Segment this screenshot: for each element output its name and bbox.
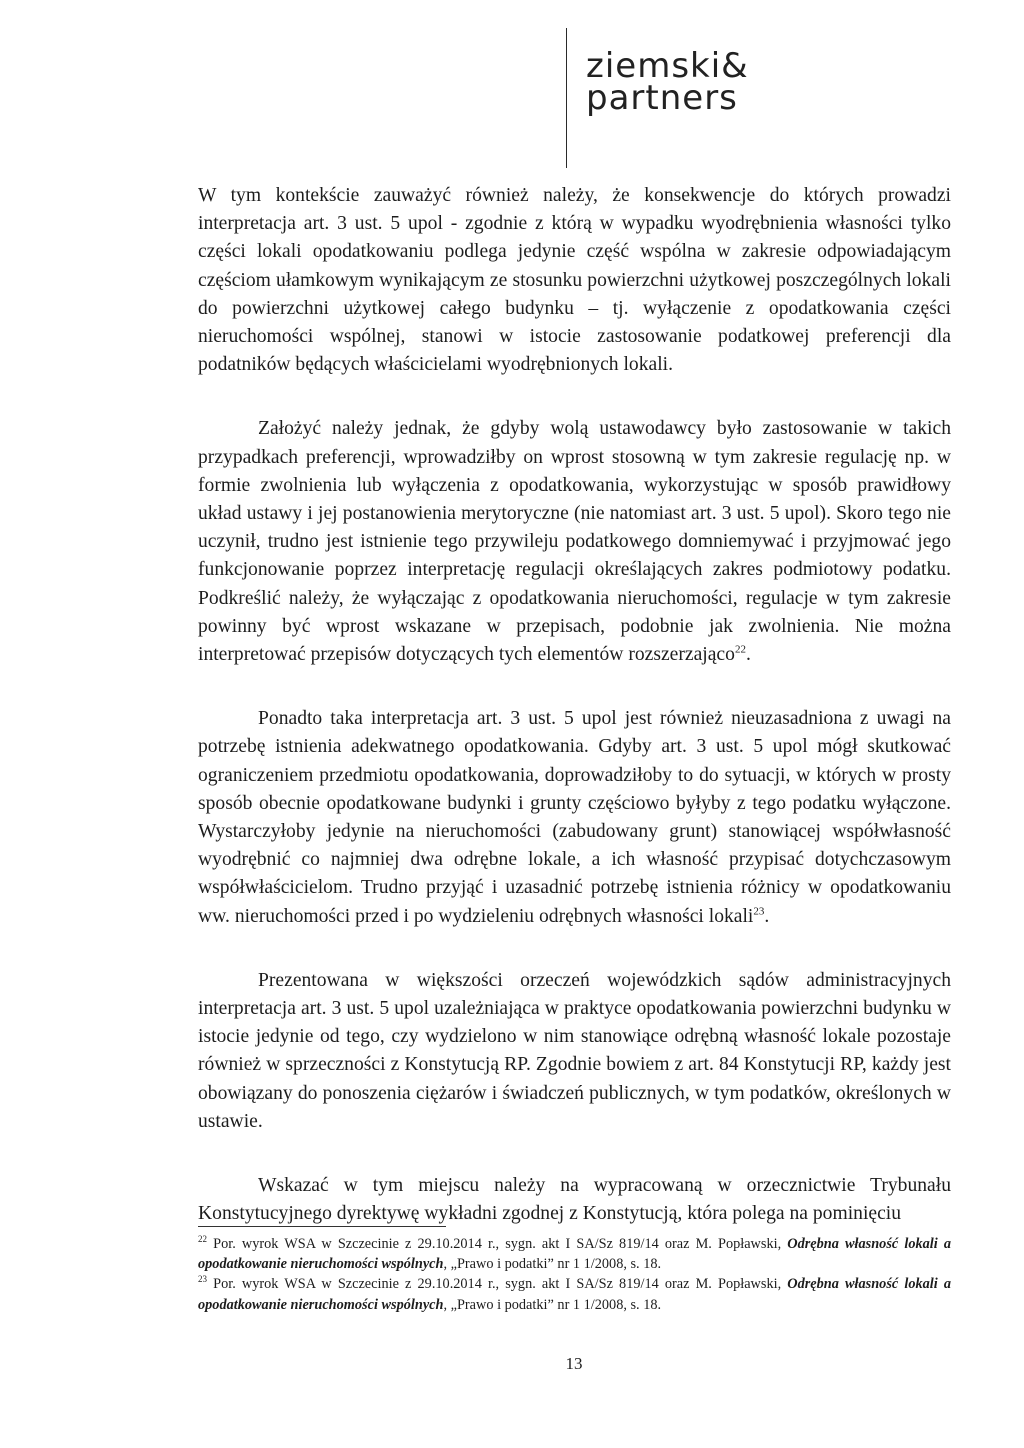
footnote-23: $^{23}$ Por. wyrok WSA w Szczecinie z 29.10.2014 r., sygn. akt I SA/Sz 819/14 oraz M. Popławski, Odrębna własność lokali a opodatkowanie nieruchomości wspólnych, „Prawo i podatki” nr 1 1/2008, s. 18. (198, 1274, 951, 1313)
footnote-divider (198, 1226, 446, 1227)
paragraph-1: W tym kontekście zauważyć również należy, że konsekwencje do których prowadzi interpretacja art. 3 ust. 5 upol - zgodnie z którą w wypadku wyodrębnienia własności tylko części lokali opodatkowaniu podlega jedynie część wspólna w zakresie odpowiadającym częściom ułamkowym wynikającym ze stosunku powierzchni użytkowej poszczególnych lokali do powierzchni użytkowej całego budynku – tj. wyłączenie z opodatkowania części nieruchomości wspólnej, stanowi w istocie zastosowanie podatkowej preferencji dla podatników będących właścicielami wyodrębnionych lokali. (198, 185, 951, 376)
paragraph-5: Wskazać w tym miejscu należy na wypracowaną w orzecznictwie Trybunału Konstytucyjnego dyrektywę wykładni zgodnej z Konstytucją, która polega na pominięciu (198, 1175, 951, 1225)
logo-line-1: ziemski& (586, 46, 749, 86)
footnotes (198, 1234, 951, 1315)
paragraph-4: Prezentowana w większości orzeczeń wojewódzkich sądów administracyjnych interpretacja art. 3 ust. 5 upol uzależniająca w praktyce opodatkowania powierzchni budynku w istocie jedynie od tego, czy wydzielono w nim stanowiące odrębną własność lokale pozostaje również w sprzeczności z Konstytucją RP. Zgodnie bowiem z art. 84 Konstytucji RP, każdy jest obowiązany do ponoszenia ciężarów i świadczeń publicznych, w tym podatków, określonych w ustawie. (198, 969, 951, 1132)
footnote-ref-23[interactable]: 23 (753, 905, 765, 918)
logo-divider-line (566, 28, 567, 168)
company-logo (586, 46, 749, 118)
document-body (198, 182, 951, 1229)
paragraph-3: Ponadto taka interpretacja art. 3 ust. 5 upol jest również nieuzasadniona z uwagi na potrzebę istnienia adekwatnego opodatkowania. Gdyby art. 3 ust. 5 upol mógł skutkować ograniczeniem przedmiotu opodatkowania, doprowadziłoby to do sytuacji, w których w prosty sposób obecnie opodatkowane budynki i grunty częściowo byłyby z tego podatku wyłączone. Wystarczyłoby jedynie na nieruchomości (zabudowany grunt) stanowiącej współwłasność wyodrębnić co najmniej dwa odrębne lokale, a ich własność przypisać dotychczasowym współwłaścicielom. Trudno przyjąć i uzasadnić potrzebę istnienia różnicy w opodatkowaniu ww. nieruchomości przed i po wydzieleniu odrębnych własności lokali$^{23}$. (198, 708, 951, 927)
logo-line-2: partners (586, 78, 738, 118)
footnote-22: $^{22}$ Por. wyrok WSA w Szczecinie z 29.10.2014 r., sygn. akt I SA/Sz 819/14 oraz M. Popławski, Odrębna własność lokali a opodatkowanie nieruchomości wspólnych, „Prawo i podatki” nr 1 1/2008, s. 18. (198, 1234, 951, 1273)
footnote-ref-22[interactable]: 22 (734, 643, 746, 656)
paragraph-2: Założyć należy jednak, że gdyby wolą ustawodawcy było zastosowanie w takich przypadkach preferencji, wprowadziłby on wprost stosowną w tym zakresie regulację np. w formie zwolnienia lub wyłączenia z opodatkowania, wykorzystując w sposób prawidłowy układ ustawy i jej postanowienia merytoryczne (nie natomiast art. 3 ust. 5 upol). Skoro tego nie uczynił, trudno jest istnienie tego przywileju podatkowego domniemywać i przyjmować jego funkcjonowanie poprzez interpretację regulacji określających zakres podmiotowy podatku. Podkreślić należy, że wyłączając z opodatkowania nieruchomości, regulacje w tym zakresie powinny być wprost wskazane w przepisach, podobnie jak zwolnienia. Nie można interpretować przepisów dotyczących tych elementów rozszerzająco$^{22}$. (198, 418, 951, 666)
page-number: 13 (565, 1354, 583, 1373)
